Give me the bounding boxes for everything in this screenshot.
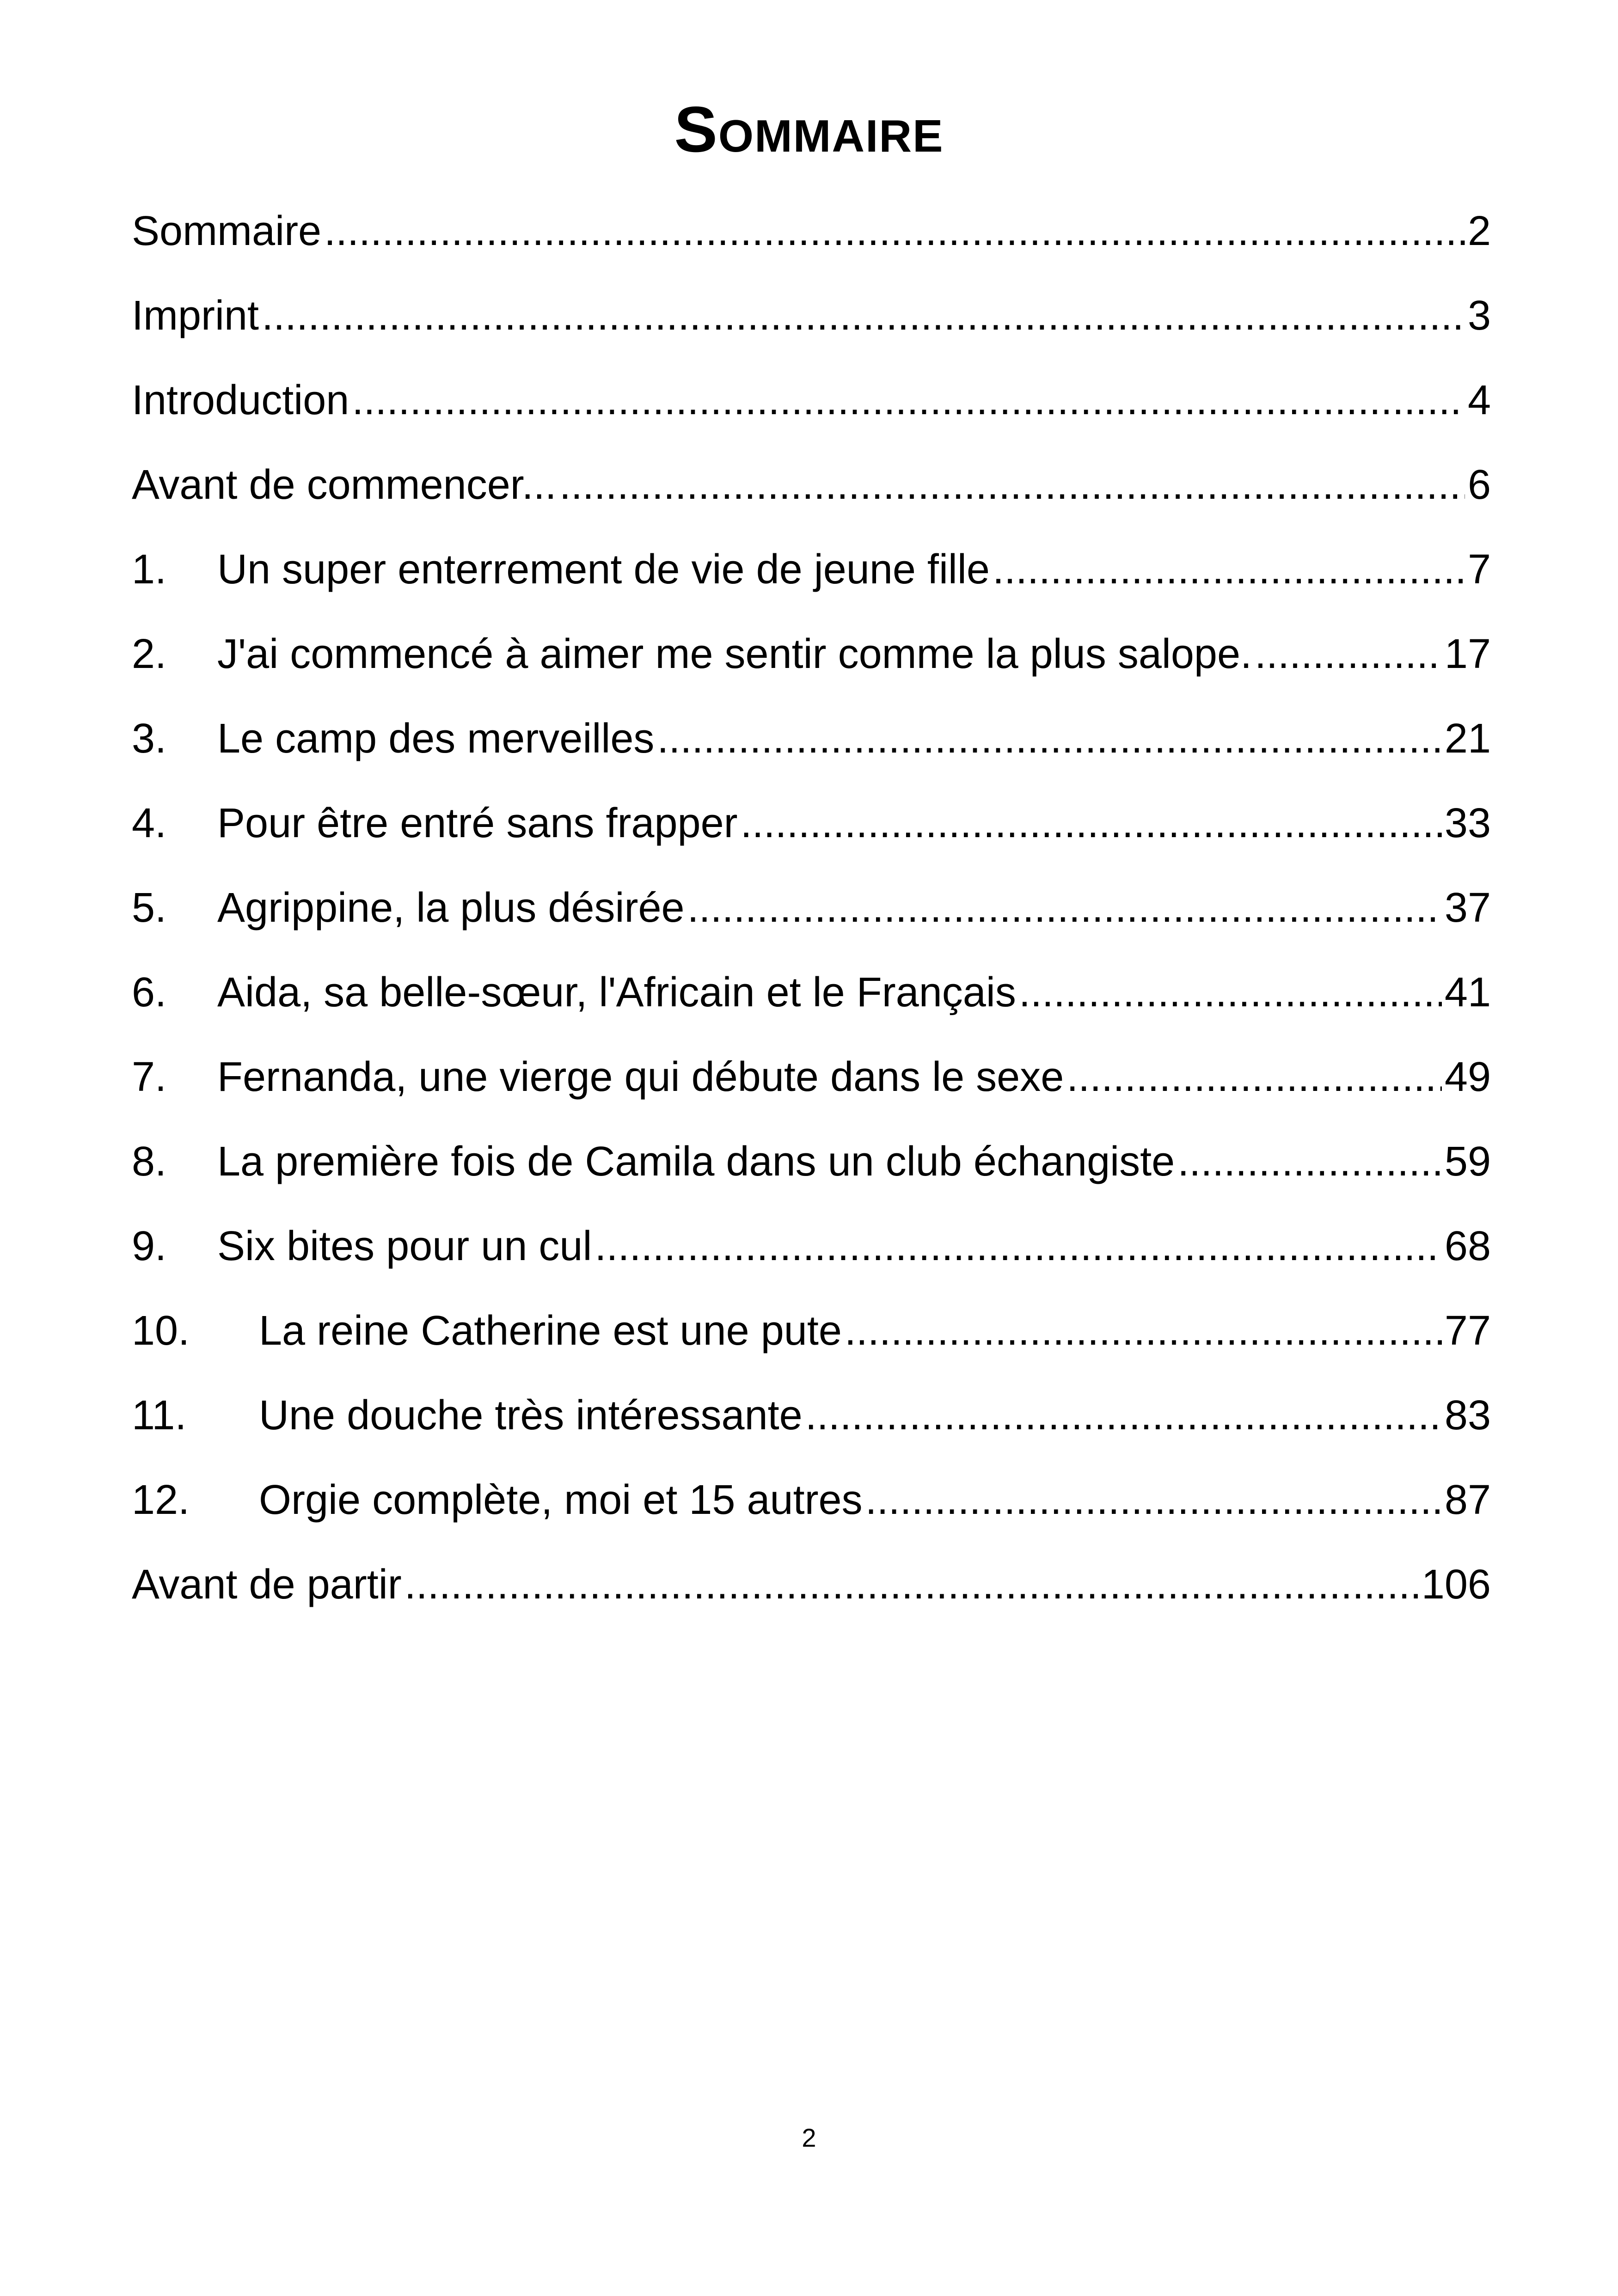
toc-entry[interactable] — [132, 283, 1491, 368]
toc-entry-page: 49 — [1444, 1054, 1491, 1100]
toc-entry[interactable] — [132, 1045, 1491, 1129]
toc-entry-label: Pour être entré sans frapper — [217, 800, 738, 846]
toc-entry-label: Agrippine, la plus désirée — [217, 885, 685, 931]
toc-entry-label: Un super enterrement de vie de jeune fille — [217, 546, 990, 593]
toc-dot-leader — [657, 706, 1441, 771]
toc-entry[interactable] — [132, 960, 1491, 1045]
toc-entry-number: 7. — [132, 1054, 167, 1100]
toc-dot-leader — [845, 1298, 1442, 1363]
toc-entry-label: Le camp des merveilles — [217, 716, 655, 762]
toc-entry-label: Aida, sa belle-sœur, l'Africain et le Français — [217, 969, 1016, 1016]
toc-entry-page: 2 — [1467, 208, 1491, 254]
toc-entry-label: Une douche très intéressante — [259, 1392, 803, 1439]
toc-entry-number: 3. — [132, 716, 167, 762]
toc-dot-leader — [1019, 960, 1442, 1025]
toc-dot-leader — [993, 537, 1465, 602]
toc-entry[interactable] — [132, 876, 1491, 960]
toc-entry-page: 7 — [1467, 546, 1491, 593]
page-number: 2 — [802, 2123, 816, 2152]
toc-dot-leader — [559, 453, 1465, 517]
toc-entry-label: Avant de partir — [132, 1561, 402, 1608]
toc-entry[interactable] — [132, 1383, 1491, 1468]
toc-entry-label: Fernanda, une vierge qui débute dans le sexe — [217, 1054, 1064, 1100]
toc-entry-page: 6 — [1467, 462, 1491, 508]
toc-entry-page: 59 — [1444, 1139, 1491, 1185]
toc-entry-label: La reine Catherine est une pute — [259, 1308, 842, 1354]
toc-entry-page: 4 — [1467, 377, 1491, 423]
toc-entry[interactable] — [132, 1468, 1491, 1552]
page-title: Sommaire — [674, 93, 944, 165]
toc-entry-page: 17 — [1444, 631, 1491, 677]
toc-dot-leader — [352, 368, 1465, 433]
toc-entry[interactable] — [132, 1298, 1491, 1383]
toc-entry[interactable] — [132, 1214, 1491, 1298]
toc-dot-leader — [262, 283, 1465, 348]
toc-dot-leader — [687, 876, 1442, 940]
toc-entry-page: 3 — [1467, 293, 1491, 339]
toc-entry-number: 9. — [132, 1223, 167, 1269]
toc-entry-page: 21 — [1444, 716, 1491, 762]
toc-entry[interactable] — [132, 1552, 1491, 1637]
toc-entry-label: Imprint — [132, 293, 259, 339]
toc-entry-number: 6. — [132, 969, 167, 1016]
toc-entry-label: Avant de commencer... — [132, 462, 557, 508]
toc-dot-leader — [404, 1552, 1419, 1617]
toc-entry[interactable] — [132, 368, 1491, 453]
toc-entry-page: 68 — [1444, 1223, 1491, 1269]
toc-entry-page: 33 — [1444, 800, 1491, 846]
toc-entry-label: Orgie complète, moi et 15 autres — [259, 1477, 863, 1523]
toc-dot-leader — [741, 791, 1442, 856]
toc-entry-page: 77 — [1444, 1308, 1491, 1354]
toc-entry-number: 2. — [132, 631, 167, 677]
toc-entry-number: 5. — [132, 885, 167, 931]
toc-entry[interactable] — [132, 453, 1491, 537]
toc-entry[interactable] — [132, 706, 1491, 791]
toc-entry-label: Sommaire — [132, 208, 322, 254]
toc-entry-label: Introduction — [132, 377, 349, 423]
toc-entry-page: 83 — [1444, 1392, 1491, 1439]
toc-entry[interactable] — [132, 537, 1491, 622]
toc-entry-number: 4. — [132, 800, 167, 846]
toc-entry-number: 1. — [132, 546, 167, 593]
toc-entry[interactable] — [132, 1129, 1491, 1214]
toc-entry[interactable] — [132, 622, 1491, 706]
toc-dot-leader — [865, 1468, 1442, 1532]
toc-entry[interactable] — [132, 199, 1491, 283]
toc-entry-label: La première fois de Camila dans un club échangiste — [217, 1139, 1175, 1185]
toc-dot-leader — [1255, 622, 1442, 686]
toc-entry-number: 12. — [132, 1477, 190, 1523]
toc-entry-page: 87 — [1444, 1477, 1491, 1523]
toc-entry-page: 37 — [1444, 885, 1491, 931]
toc-entry-page: 41 — [1444, 969, 1491, 1016]
table-of-contents — [132, 199, 1491, 1637]
toc-entry-label: Six bites pour un cul — [217, 1223, 592, 1269]
toc-entry-label: J'ai commencé à aimer me sentir comme la plus salope. — [217, 631, 1252, 677]
toc-dot-leader — [1177, 1129, 1442, 1194]
toc-entry-number: 11. — [132, 1392, 187, 1439]
toc-entry[interactable] — [132, 791, 1491, 876]
toc-dot-leader — [324, 199, 1465, 263]
toc-entry-number: 10. — [132, 1308, 190, 1354]
toc-dot-leader — [594, 1214, 1441, 1279]
toc-entry-page: 106 — [1421, 1561, 1491, 1608]
toc-dot-leader — [805, 1383, 1442, 1448]
toc-entry-number: 8. — [132, 1139, 167, 1185]
toc-dot-leader — [1066, 1045, 1442, 1109]
